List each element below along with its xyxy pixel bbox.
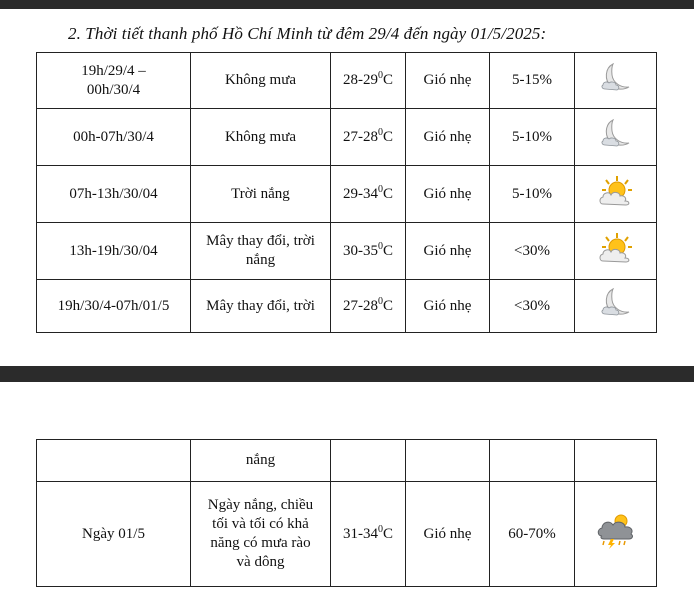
wind-cell: Gió nhẹ	[406, 280, 490, 333]
weather-table-part1	[36, 52, 657, 333]
wind-cell: Gió nhẹ	[406, 482, 490, 587]
rain-cell: 5-10%	[490, 166, 575, 223]
wind-cell: Gió nhẹ	[406, 223, 490, 280]
icon-cell	[575, 166, 657, 223]
time-cell: 19h/30/4-07h/01/5	[37, 280, 191, 333]
section-heading: 2. Thời tiết thanh phố Hồ Chí Minh từ đêm 29/4 đến ngày 01/5/2025:	[68, 24, 547, 43]
weather-table-part2	[36, 439, 657, 587]
time-cell: 19h/29/4 – 00h/30/4	[37, 53, 191, 109]
time-cell: 13h-19h/30/04	[37, 223, 191, 280]
rain-cell: 60-70%	[490, 482, 575, 587]
temp-cell: $27-28^0C$	[331, 109, 406, 166]
rain-cell	[490, 440, 575, 482]
table-row	[37, 109, 657, 166]
icon-cell	[575, 109, 657, 166]
top-dark-bar	[0, 0, 694, 9]
icon-cell	[575, 53, 657, 109]
moon-cloud-icon	[597, 117, 635, 157]
temp-cell: $28-29^0C$	[331, 53, 406, 109]
icon-cell	[575, 440, 657, 482]
time-cell: 07h-13h/30/04	[37, 166, 191, 223]
temp-cell: $29-34^0C$	[331, 166, 406, 223]
weather-cell: Ngày nắng, chiều tối và tối có khả năng có mưa rào và dông	[191, 482, 331, 587]
page-divider-bar	[0, 366, 694, 382]
temp-cell	[331, 440, 406, 482]
weather-cell: nắng	[191, 440, 331, 482]
wind-cell: Gió nhẹ	[406, 109, 490, 166]
temp-cell: $31-34^0C$	[331, 482, 406, 587]
table-row-continuation	[37, 440, 657, 482]
weather-cell: Không mưa	[191, 53, 331, 109]
table-row	[37, 223, 657, 280]
icon-cell	[575, 482, 657, 587]
temp-cell: $27-28^0C$	[331, 280, 406, 333]
weather-cell: Trời nắng	[191, 166, 331, 223]
weather-cell: Mây thay đổi, trời nắng	[191, 223, 331, 280]
temp-cell: $30-35^0C$	[331, 223, 406, 280]
weather-cell: Mây thay đổi, trời	[191, 280, 331, 333]
rain-cell: <30%	[490, 223, 575, 280]
time-cell: Ngày 01/5	[37, 482, 191, 587]
rain-cell: 5-10%	[490, 109, 575, 166]
wind-cell: Gió nhẹ	[406, 166, 490, 223]
sun-cloud-icon	[597, 231, 635, 271]
table-row	[37, 280, 657, 333]
wind-cell	[406, 440, 490, 482]
table-row	[37, 53, 657, 109]
icon-cell	[575, 223, 657, 280]
thunderstorm-cloud-icon	[596, 512, 636, 556]
weather-cell: Không mưa	[191, 109, 331, 166]
moon-cloud-icon	[597, 286, 635, 326]
time-cell	[37, 440, 191, 482]
table-row	[37, 166, 657, 223]
rain-cell: <30%	[490, 280, 575, 333]
sun-cloud-icon	[597, 174, 635, 214]
wind-cell: Gió nhẹ	[406, 53, 490, 109]
time-cell: 00h-07h/30/4	[37, 109, 191, 166]
moon-cloud-icon	[597, 61, 635, 101]
rain-cell: 5-15%	[490, 53, 575, 109]
table-row	[37, 482, 657, 587]
icon-cell	[575, 280, 657, 333]
